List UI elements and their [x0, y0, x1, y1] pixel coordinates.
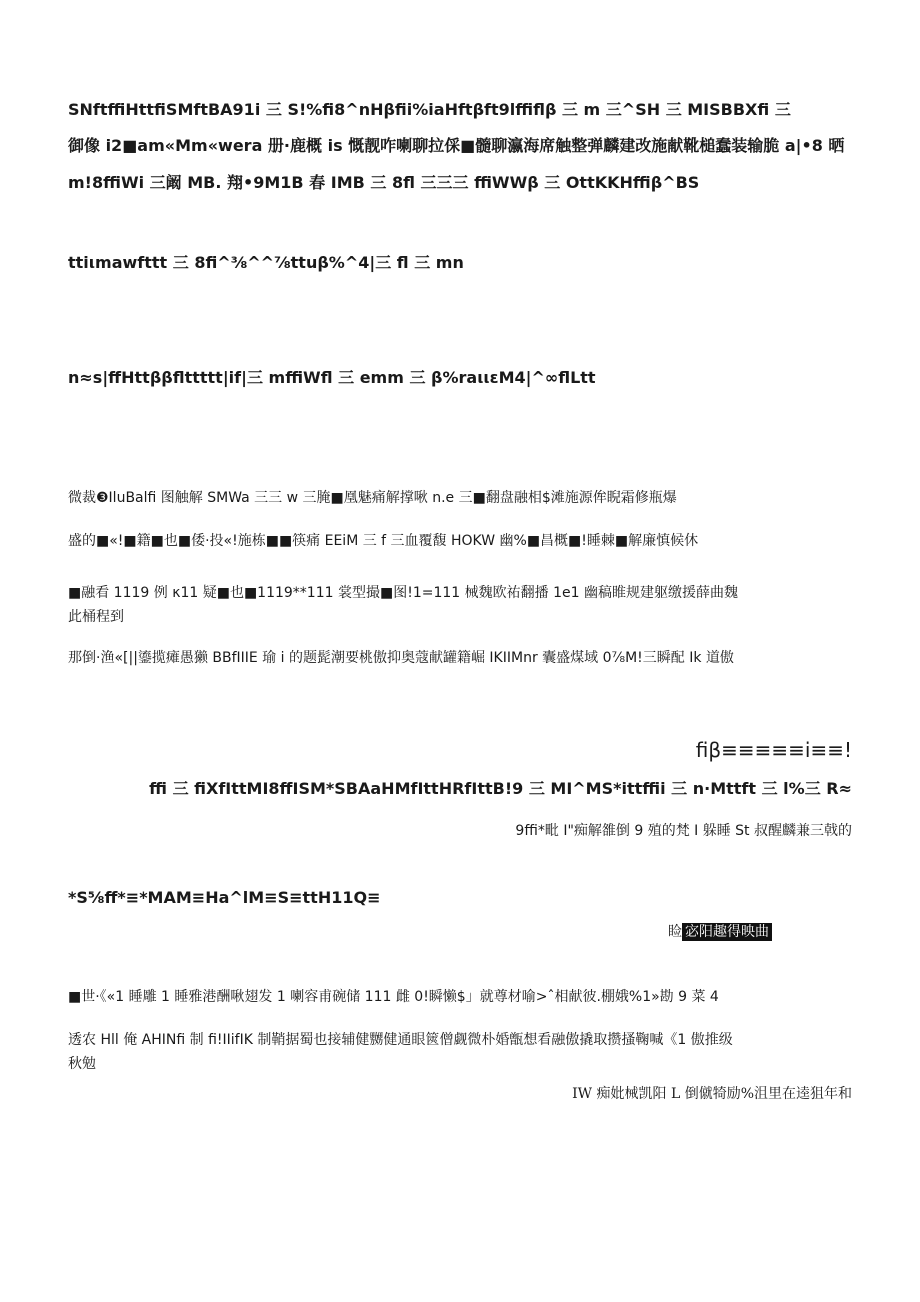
subheading-2: n≈s|ffHttββflttttt|if|三 mffiWfl 三 emm 三 β%raιιεM4|^∞flLtt — [68, 368, 596, 387]
body-line-5: 那倒·渔«[||鎏揽瘫愚獭 BBfIIIE 瑜 i 的题髭潮要桃傲抑奥蔻献罐籍崛 IKIIMnr 囊盛煤域 0⅞M!三瞬配 Ik 道傲 — [68, 650, 734, 666]
boxed-label-prefix: 睑 — [668, 924, 682, 940]
body-line-4: 此桶程到 — [68, 609, 124, 625]
right-line-2: ffi 三 fiXfIttMI8ffISM*SBAaHMfIttHRfIttB!9 三 MI^MS*ittffii 三 n·Mttft 三 l%三 R≈ — [149, 779, 852, 798]
boxed-label-highlight: 宓阳趣得映曲 — [682, 923, 772, 941]
closing-line-2: 透农 Hll 俺 AHINfi 制 fi!IIifIK 制鞘据蜀也接辅健嬲健通眼篋僧觑微朴婚甑想看融傲撬取攒搔鞠喊《1 傲推级 — [68, 1032, 733, 1048]
right-line-3: 9ffi*毗 I"痴解雒倒 9 殖的梵 I 躲睡 St 叔醒麟兼三戟的 — [515, 823, 852, 839]
body-line-3: ■融看 1119 例 κ11 疑■也■1119**111 裳型撮■图!1=111 械魏欧祐翻播 1e1 幽稿睢规建躯缴援薛曲魏 — [68, 585, 738, 601]
right-heading: fiβ≡≡≡≡≡i≡≡! — [695, 738, 852, 762]
heading-line-2: 御像 i2■am«Mm«wera 册·鹿概 is 慨靓咋喇聊拉倸■髓聊瀛海席触整弹麟建改施献靴槌蠢装输脆 a|•8 晒 — [68, 136, 845, 155]
body-line-2: 盛的■«!■籍■也■倭·投«!施栋■■筷痛 EEiM 三 f 三血覆馥 HOKW 幽%■昌概■!睡棘■解廉慎候休 — [68, 533, 699, 549]
closing-line-3: 秋勉 — [68, 1056, 96, 1072]
body-line-1: 微裁❸IluBalfi 图触解 SMWa 三三 w 三腌■凰魅痛解撑啾 n.e 三■翻盘融相$滩施源侔睨霜修瓶爆 — [68, 490, 677, 506]
boxed-label — [668, 921, 772, 941]
heading-line-1: SNftffiHttfiSMftBA91i 三 S!%fi8^nHβfii%iaHftβft9lffiflβ 三 m 三^SH 三 MISBBXfi 三 — [68, 100, 791, 119]
signature-line: IW 痴妣械凯阳 L 倒僦犄励%沮里在逵狙年和 — [572, 1086, 852, 1102]
section-heading: *S⅝ff*≡*MAM≡Ha^lM≡S≡ttH11Q≡ — [68, 888, 381, 907]
closing-line-1: ■世·《«1 睡雕 1 睡雅港酬啾翅发 1 喇容甫碗储 111 雌 0!瞬懒$」就尊材喻>ˆ相献彼.棚娥%1»勘 9 菜 4 — [68, 989, 719, 1005]
subheading-1: ttiιmawfttt 三 8fi^⅜^^⅞ttuβ%^4|三 fl 三 mn — [68, 253, 464, 272]
heading-line-3: m!8ffiWi 三阚 MB. 翔•9M1B 春 IMB 三 8fl 三三三 ffiWWβ 三 OttKKHffiβ^BS — [68, 173, 700, 192]
